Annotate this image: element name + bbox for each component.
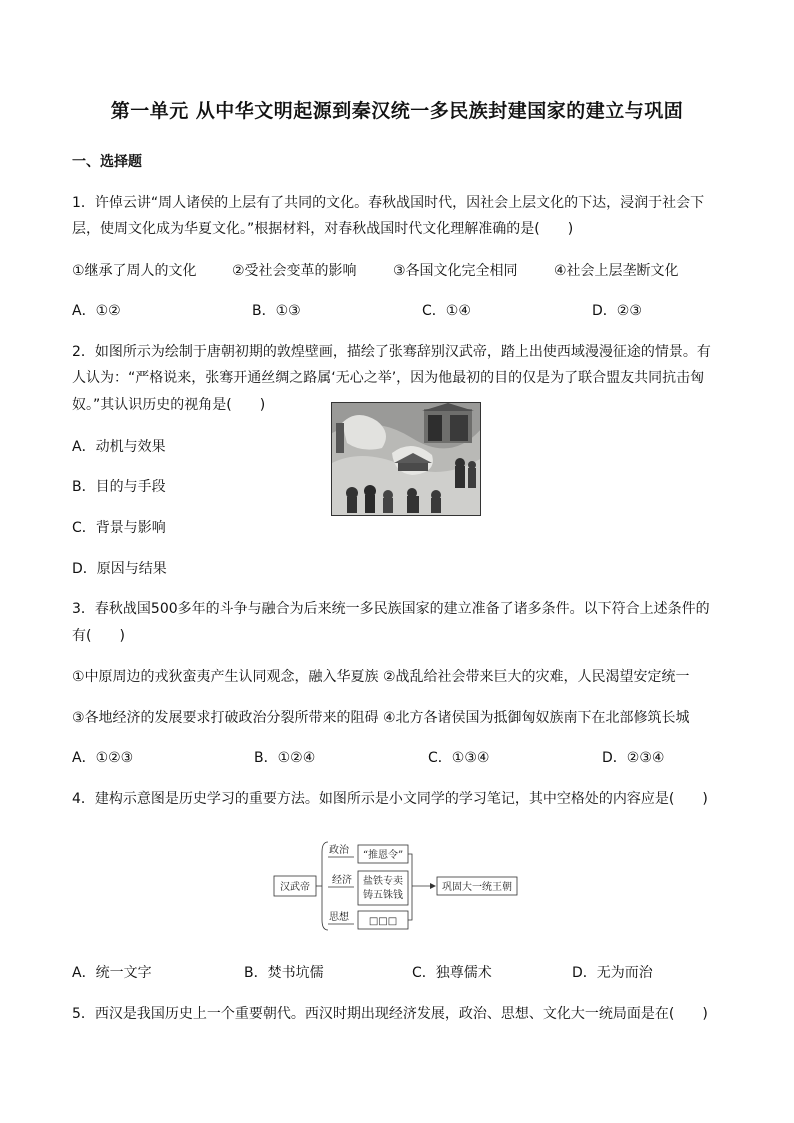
q3-option-c[interactable]: C．①③④ [428, 750, 490, 766]
q2-option-d[interactable]: D．原因与结果 [72, 561, 167, 577]
page-title: 第一单元 从中华文明起源到秦汉统一多民族封建国家的建立与巩固 [110, 100, 684, 122]
dunhuang-mural-image [331, 402, 481, 516]
q1-item-2: ②受社会变革的影响 [232, 263, 357, 279]
diagram-economy-value-2: 铸五铢钱 [363, 890, 403, 901]
q2-option-a[interactable]: A．动机与效果 [72, 439, 166, 455]
q4-option-a[interactable]: A．统一文字 [72, 965, 152, 981]
q5-stem-line1: 5．西汉是我国历史上一个重要朝代。西汉时期出现经济发展，政治、思想、文化大一统局面是在( ) [72, 1006, 708, 1022]
q1-stem-line2: 层，使周文化成为华夏文化。”根据材料，对春秋战国时代文化理解准确的是( ) [72, 221, 574, 237]
q2-option-c[interactable]: C．背景与影响 [72, 520, 166, 536]
q4-option-d[interactable]: D．无为而治 [572, 965, 653, 981]
section-heading: 一、选择题 [72, 154, 142, 170]
q1-option-c[interactable]: C．①④ [422, 303, 471, 319]
q1-option-b[interactable]: B．①③ [252, 303, 301, 319]
q2-stem-line3: 奴。”其认识历史的视角是( ) [72, 397, 266, 413]
q2-stem-line1: 2．如图所示为绘制于唐朝初期的敦煌壁画，描绘了张骞辞别汉武帝，踏上出使西域漫漫征途的情景。有 [72, 344, 711, 360]
q1-stem-line1: 1．许倬云讲“周人诸侯的上层有了共同的文化。春秋战国时代，因社会上层文化的下达，浸润于社会下 [72, 195, 705, 211]
q1-option-a[interactable]: A．①② [72, 303, 121, 319]
q3-items-line1: ①中原周边的戎狄蛮夷产生认同观念，融入华夏族 ②战乱给社会带来巨大的灾难，人民渴望安定统一 [72, 669, 690, 685]
q4-option-c[interactable]: C．独尊儒术 [412, 965, 492, 981]
q3-option-a[interactable]: A．①②③ [72, 750, 134, 766]
diagram-economy-value-1: 盐铁专卖 [363, 876, 403, 887]
diagram-economy-label: 经济 [332, 875, 352, 886]
q4-stem-line1: 4．建构示意图是历史学习的重要方法。如图所示是小文同学的学习笔记，其中空格处的内容应是( ) [72, 791, 708, 807]
q2-option-b[interactable]: B．目的与手段 [72, 479, 166, 495]
diagram-politics-value: “推恩令” [362, 850, 404, 861]
q3-items-line2: ③各地经济的发展要求打破政治分裂所带来的阻碍 ④北方各诸侯国为抵御匈奴族南下在北部修筑长城 [72, 710, 690, 726]
q3-stem-line1: 3．春秋战国500多年的斗争与融合为后来统一多民族国家的建立准备了诸多条件。以下符合上述条件的 [72, 601, 710, 617]
q3-stem-line2: 有( ) [72, 628, 125, 644]
diagram-root: 汉武帝 [280, 882, 310, 893]
q3-option-b[interactable]: B．①②④ [254, 750, 316, 766]
diagram-politics-label: 政治 [329, 845, 349, 856]
diagram-thought-value: □□□ [368, 916, 398, 927]
q1-item-4: ④社会上层垄断文化 [554, 263, 679, 279]
concept-diagram [270, 838, 530, 938]
q1-option-d[interactable]: D．②③ [592, 303, 642, 319]
diagram-thought-label: 思想 [329, 912, 349, 923]
diagram-result: 巩固大一统王朝 [442, 882, 512, 893]
q4-option-b[interactable]: B．焚书坑儒 [244, 965, 324, 981]
q2-stem-line2: 人认为：“严格说来，张骞开通丝绸之路属‘无心之举’，因为他最初的目的仅是为了联合盟友共同抗击匈 [72, 370, 705, 386]
q1-item-3: ③各国文化完全相同 [393, 263, 518, 279]
q3-option-d[interactable]: D．②③④ [602, 750, 665, 766]
q1-item-1: ①继承了周人的文化 [72, 263, 197, 279]
